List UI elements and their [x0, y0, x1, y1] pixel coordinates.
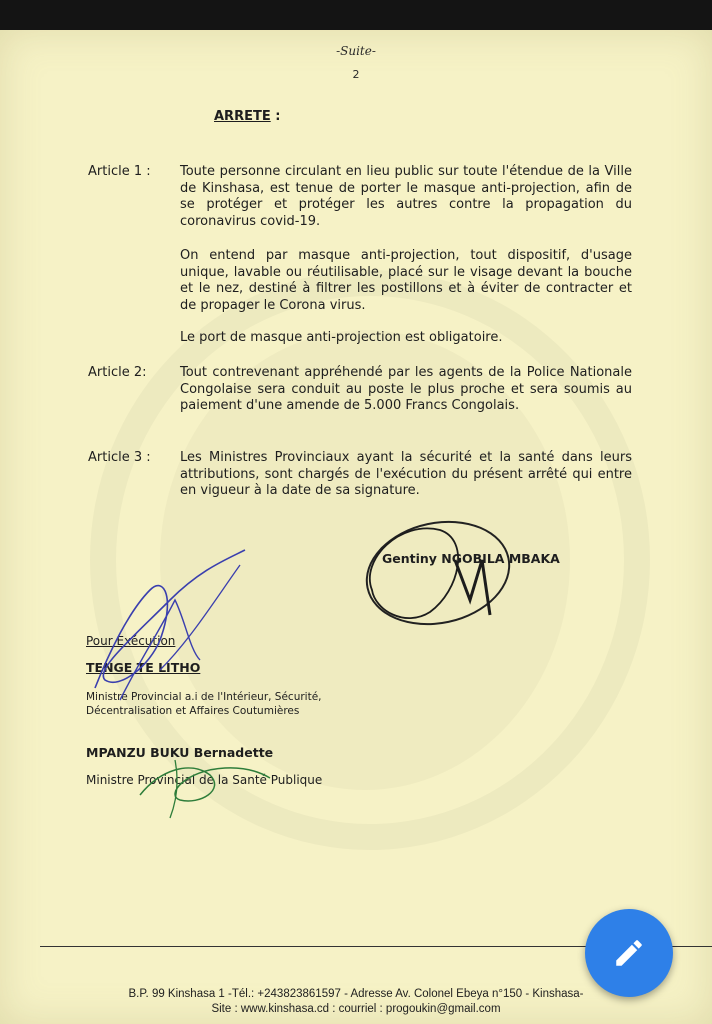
title-label: ARRETE	[214, 109, 271, 124]
minister-1-name: TENGE TE LITHO	[86, 660, 201, 675]
minister-1-title-line-2: Décentralisation et Affaires Coutumières	[86, 705, 300, 717]
article-1-paragraph-1: Toute personne circulant en lieu public sur toute l'étendue de la Ville de Kinshasa, est tenue de porter le masque anti-projection, afin de se protéger et protéger les autres contre la propagation du coronavirus covid-19.	[180, 164, 632, 229]
article-1-paragraph-2: On entend par masque anti-projection, tout dispositif, d'usage unique, lavable ou réutilisable, placé sur le visage devant la bouche et le nez, destiné à filtrer les postillons et à éviter de contracter et de propager le Corona virus.	[180, 248, 632, 313]
execution-heading: Pour Exécution	[86, 634, 176, 648]
article-1-paragraph-3: Le port de masque anti-projection est obligatoire.	[180, 330, 503, 345]
footer-address: B.P. 99 Kinshasa 1 -Tél.: +243823861597 - Adresse Av. Colonel Ebeya n°150 - Kinshasa-	[128, 988, 584, 1000]
article-3-label: Article 3 :	[88, 450, 151, 465]
suite-heading: -Suite-	[336, 44, 376, 58]
governor-name: Gentiny NGOBILA MBAKA	[382, 551, 560, 566]
minister-2-name: MPANZU BUKU Bernadette	[86, 745, 274, 760]
article-2-paragraph: Tout contrevenant appréhendé par les agents de la Police Nationale Congolaise sera conduit au poste le plus proche et sera soumis au paiement d'une amende de 5.000 Francs Congolais.	[180, 365, 632, 413]
minister-2-title: Ministre Provincial de la Santé Publique	[86, 773, 323, 787]
article-2-label: Article 2:	[88, 365, 147, 380]
minister-1-title-line-1: Ministre Provincial a.i de l'Intérieur, Sécurité,	[86, 691, 322, 703]
pencil-icon	[612, 936, 646, 970]
edit-button[interactable]	[585, 909, 673, 997]
article-3-paragraph: Les Ministres Provinciaux ayant la sécurité et la santé dans leurs attributions, sont chargés de l'exécution du présent arrêté qui entre en vigueur à la date de sa signature.	[180, 450, 632, 498]
article-1-label: Article 1 :	[88, 164, 151, 179]
footer-contact: Site : www.kinshasa.cd : courriel : progoukin@gmail.com	[211, 1003, 501, 1015]
title-suffix: :	[270, 109, 281, 124]
page-number: 2	[352, 68, 360, 81]
